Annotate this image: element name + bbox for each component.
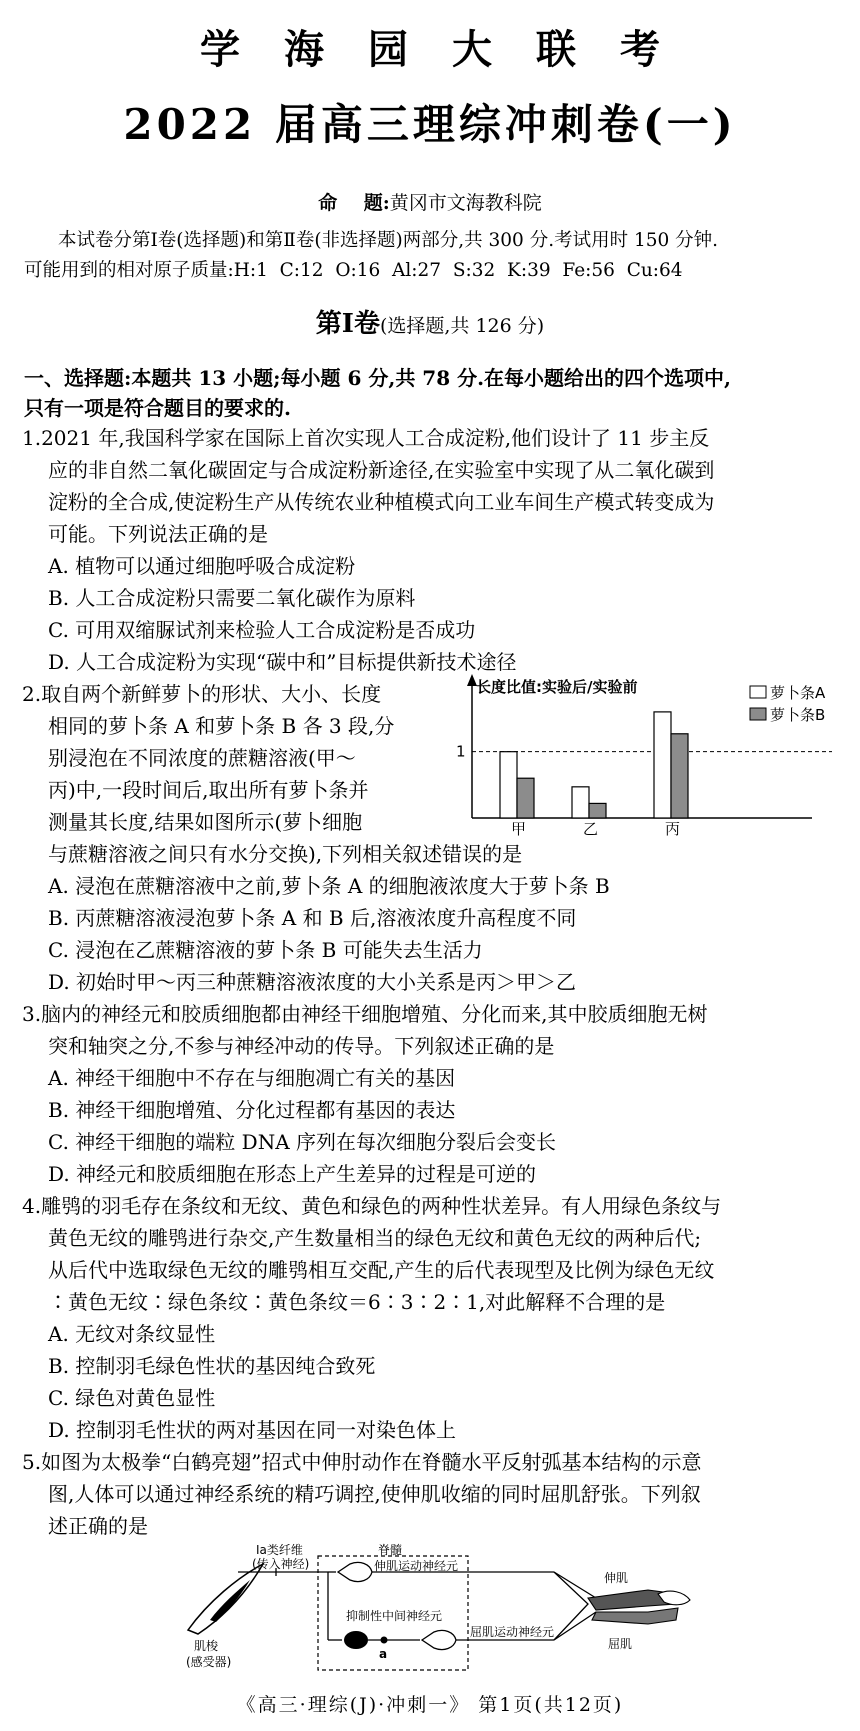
- inhibitory-label: 抑制性中间神经元: [346, 1609, 443, 1623]
- arm-outline: [554, 1572, 596, 1640]
- q2-option-a: A. 浸泡在蔗糖溶液中之前,萝卜条 A 的细胞液浓度大于萝卜条 B: [48, 874, 610, 898]
- q3-line: 突和轴突之分,不参与神经冲动的传导。下列叙述正确的是: [48, 1034, 555, 1058]
- flexor-motor-neuron: [422, 1630, 456, 1649]
- bar-b-2: [671, 734, 688, 818]
- section-subtitle: (选择题,共 126 分): [379, 315, 545, 337]
- q4-option-c: C. 绿色对黄色显性: [48, 1386, 216, 1410]
- inhibitory-interneuron: [344, 1631, 368, 1649]
- legend-swatch-a: [750, 686, 766, 698]
- fiber-sublabel: (传入神经): [252, 1557, 310, 1571]
- q1-option-c: C. 可用双缩脲试剂来检验人工合成淀粉是否成功: [48, 618, 476, 642]
- q4-line: 从后代中选取绿色无纹的雕鸮相互交配,产生的后代表现型及比例为绿色无纹: [48, 1258, 715, 1282]
- legend-swatch-b: [750, 708, 766, 720]
- q3-option-a: A. 神经干细胞中不存在与细胞凋亡有关的基因: [48, 1066, 456, 1090]
- bar-a-0: [500, 752, 517, 818]
- muscle-spindle-shape: [188, 1564, 263, 1634]
- section-name: 第Ⅰ卷: [315, 309, 380, 339]
- q4-option-a: A. 无纹对条纹显性: [48, 1322, 216, 1346]
- flexor-muscle: [592, 1608, 678, 1624]
- bar-b-0: [517, 778, 534, 818]
- atomic-masses: 可能用到的相对原子质量:H:1 C:12 O:16 Al:27 S:32 K:39 Fe:56 Cu:64: [24, 260, 683, 281]
- extensor-label: 伸肌: [604, 1571, 629, 1585]
- spindle-sublabel: (感受器): [186, 1655, 232, 1669]
- q3-option-d: D. 神经元和胶质细胞在形态上产生差异的过程是可逆的: [48, 1162, 537, 1186]
- instructions-line-2: 只有一项是符合题目的要求的.: [24, 396, 291, 420]
- reference-line-label: 1: [456, 742, 466, 761]
- instructions-line-1: 一、选择题:本题共 13 小题;每小题 6 分,共 78 分.在每小题给出的四个选项中,: [24, 366, 732, 390]
- page-footer: 《高三·理综(J)·冲刺一》 第1页(共12页): [236, 1694, 624, 1716]
- q2-line: 别浸泡在不同浓度的蔗糖溶液(甲～: [48, 746, 356, 770]
- category-label: 乙: [583, 820, 599, 838]
- q1-line: 应的非自然二氧化碳固定与合成淀粉新途径,在实验室中实现了从二氧化碳到: [48, 458, 715, 482]
- q2-line: 测量其长度,结果如图所示(萝卜细胞: [48, 810, 363, 834]
- point-a-dot: [381, 1637, 388, 1644]
- point-a-label: a: [379, 1647, 388, 1661]
- q5-line: 5.如图为太极拳“白鹤亮翅”招式中伸肘动作在脊髓水平反射弧基本结构的示意: [22, 1450, 702, 1474]
- q3-option-b: B. 神经干细胞增殖、分化过程都有基因的表达: [48, 1098, 456, 1122]
- exam-title: 2022 届高三理综冲刺卷(一): [123, 100, 737, 149]
- q1-line: 1.2021 年,我国科学家在国际上首次实现人工合成淀粉,他们设计了 11 步主反: [22, 426, 710, 450]
- q2-option-b: B. 丙蔗糖溶液浸泡萝卜条 A 和 B 后,溶液浓度升高程度不同: [48, 906, 577, 930]
- q4-line: ∶黄色无纹∶绿色条纹∶黄色条纹＝6∶3∶2∶1,对此解释不合理的是: [48, 1290, 666, 1314]
- length-ratio-bar-chart: [452, 672, 850, 850]
- q1-line: 可能。下列说法正确的是: [48, 522, 268, 546]
- q4-option-d: D. 控制羽毛性状的两对基因在同一对染色体上: [48, 1418, 457, 1442]
- spinal-cord-label: 脊髓: [378, 1543, 403, 1557]
- legend-label-b: 萝卜条B: [770, 706, 826, 724]
- legend-label-a: 萝卜条A: [770, 684, 826, 702]
- q1-option-a: A. 植物可以通过细胞呼吸合成淀粉: [48, 554, 356, 578]
- bar-b-1: [589, 803, 606, 818]
- flexor-label: 屈肌: [608, 1637, 633, 1651]
- q2-option-d: D. 初始时甲～丙三种蔗糖溶液浓度的大小关系是丙＞甲＞乙: [48, 970, 577, 994]
- q5-line: 述正确的是: [48, 1514, 148, 1538]
- q1-option-b: B. 人工合成淀粉只需要二氧化碳作为原料: [48, 586, 416, 610]
- extensor-motor-label: 伸肌运动神经元: [374, 1559, 459, 1573]
- q2-line: 2.取自两个新鲜萝卜的形状、大小、长度: [22, 682, 382, 706]
- bar-a-2: [654, 712, 671, 818]
- q3-option-c: C. 神经干细胞的端粒 DNA 序列在每次细胞分裂后会变长: [48, 1130, 556, 1154]
- q2-option-c: C. 浸泡在乙蔗糖溶液的萝卜条 B 可能失去生活力: [48, 938, 483, 962]
- q2-line: 相同的萝卜条 A 和萝卜条 B 各 3 段,分: [48, 714, 395, 738]
- category-label: 甲: [511, 820, 527, 838]
- author-label: 命 题:: [318, 192, 390, 214]
- q2-line: 丙)中,一段时间后,取出所有萝卜条并: [48, 778, 369, 802]
- q3-line: 3.脑内的神经元和胶质细胞都由神经干细胞增殖、分化而来,其中胶质细胞无树: [22, 1002, 708, 1026]
- bar-a-1: [572, 787, 589, 818]
- q4-option-b: B. 控制羽毛绿色性状的基因纯合致死: [48, 1354, 376, 1378]
- q2-line: 与蔗糖溶液之间只有水分交换),下列相关叙述错误的是: [48, 842, 523, 866]
- fiber-label: Ia类纤维: [256, 1543, 303, 1557]
- reflex-arc-diagram: [178, 1542, 698, 1682]
- spindle-label: 肌梭: [194, 1639, 219, 1653]
- q1-option-d: D. 人工合成淀粉为实现“碳中和”目标提供新技术途径: [48, 650, 517, 674]
- q4-line: 黄色无纹的雕鸮进行杂交,产生数量相当的绿色无纹和黄色无纹的两种后代;: [48, 1226, 702, 1250]
- category-label: 丙: [665, 820, 681, 838]
- q1-line: 淀粉的全合成,使淀粉生产从传统农业种植模式向工业车间生产模式转变成为: [48, 490, 715, 514]
- exam-intro: 本试卷分第Ⅰ卷(选择题)和第Ⅱ卷(非选择题)两部分,共 300 分.考试用时 150 分钟.: [58, 230, 719, 251]
- chart-title: 长度比值:实验后/实验前: [476, 678, 638, 696]
- exam-organizer: 学海园大联考: [200, 26, 704, 73]
- flexor-motor-label: 屈肌运动神经元: [470, 1625, 555, 1639]
- author-line: [0, 188, 860, 215]
- section-title: [0, 303, 860, 340]
- extensor-motor-neuron: [338, 1562, 372, 1581]
- q4-line: 4.雕鸮的羽毛存在条纹和无纹、黄色和绿色的两种性状差异。有人用绿色条纹与: [22, 1194, 722, 1218]
- q5-line: 图,人体可以通过神经系统的精巧调控,使伸肌收缩的同时屈肌舒张。下列叙: [48, 1482, 701, 1506]
- author-name: 黄冈市文海教科院: [389, 192, 542, 214]
